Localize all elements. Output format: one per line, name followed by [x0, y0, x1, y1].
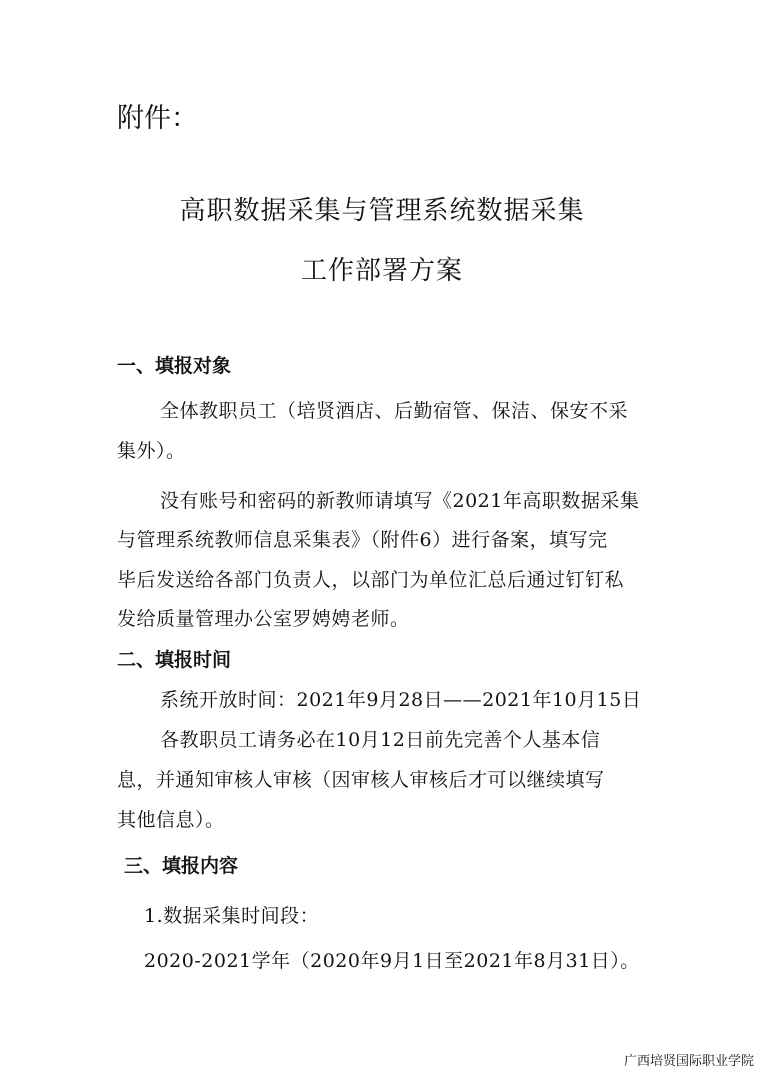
section-1-para-1-line-2: 集外）。 [117, 440, 186, 462]
section-3-item-1: 1.数据采集时间段： [144, 905, 320, 927]
section-2-para-2-line-3: 其他信息）。 [117, 809, 225, 831]
section-2-para-2-line-1: 各教职员工请务必在10月12日前先完善个人基本信 [160, 729, 601, 751]
footer-institution: 广西培贤国际职业学院 [623, 1054, 754, 1069]
document-title-line-1: 高职数据采集与管理系统数据采集 [179, 196, 585, 226]
section-1-para-2-line-3: 毕后发送给各部门负责人，以部门为单位汇总后通过钉钉私 [117, 569, 625, 591]
document-title-line-2: 工作部署方案 [300, 256, 463, 286]
section-3-heading: 三、填报内容 [124, 855, 239, 877]
section-1-para-2-line-4: 发给质量管理办公室罗娉娉老师。 [117, 608, 410, 630]
section-1-para-2-line-1: 没有账号和密码的新教师请填写《2021年高职数据采集 [160, 490, 640, 512]
section-2-para-1: 系统开放时间：2021年9月28日——2021年10月15日 [160, 689, 642, 711]
section-3-item-1-detail: 2020-2021学年（2020年9月1日至2021年8月31日）。 [144, 950, 640, 972]
section-1-heading: 一、填报对象 [117, 355, 232, 377]
section-1-para-2-line-2: 与管理系统教师信息采集表》（附件6）进行备案，填写完 [117, 529, 608, 551]
section-2-heading: 二、填报时间 [117, 649, 232, 671]
section-1-para-1-line-1: 全体教职员工（培贤酒店、后勤宿管、保洁、保安不采 [160, 400, 629, 422]
attachment-label: 附件： [117, 103, 198, 134]
section-2-para-2-line-2: 息，并通知审核人审核（因审核人审核后才可以继续填写 [117, 769, 605, 791]
